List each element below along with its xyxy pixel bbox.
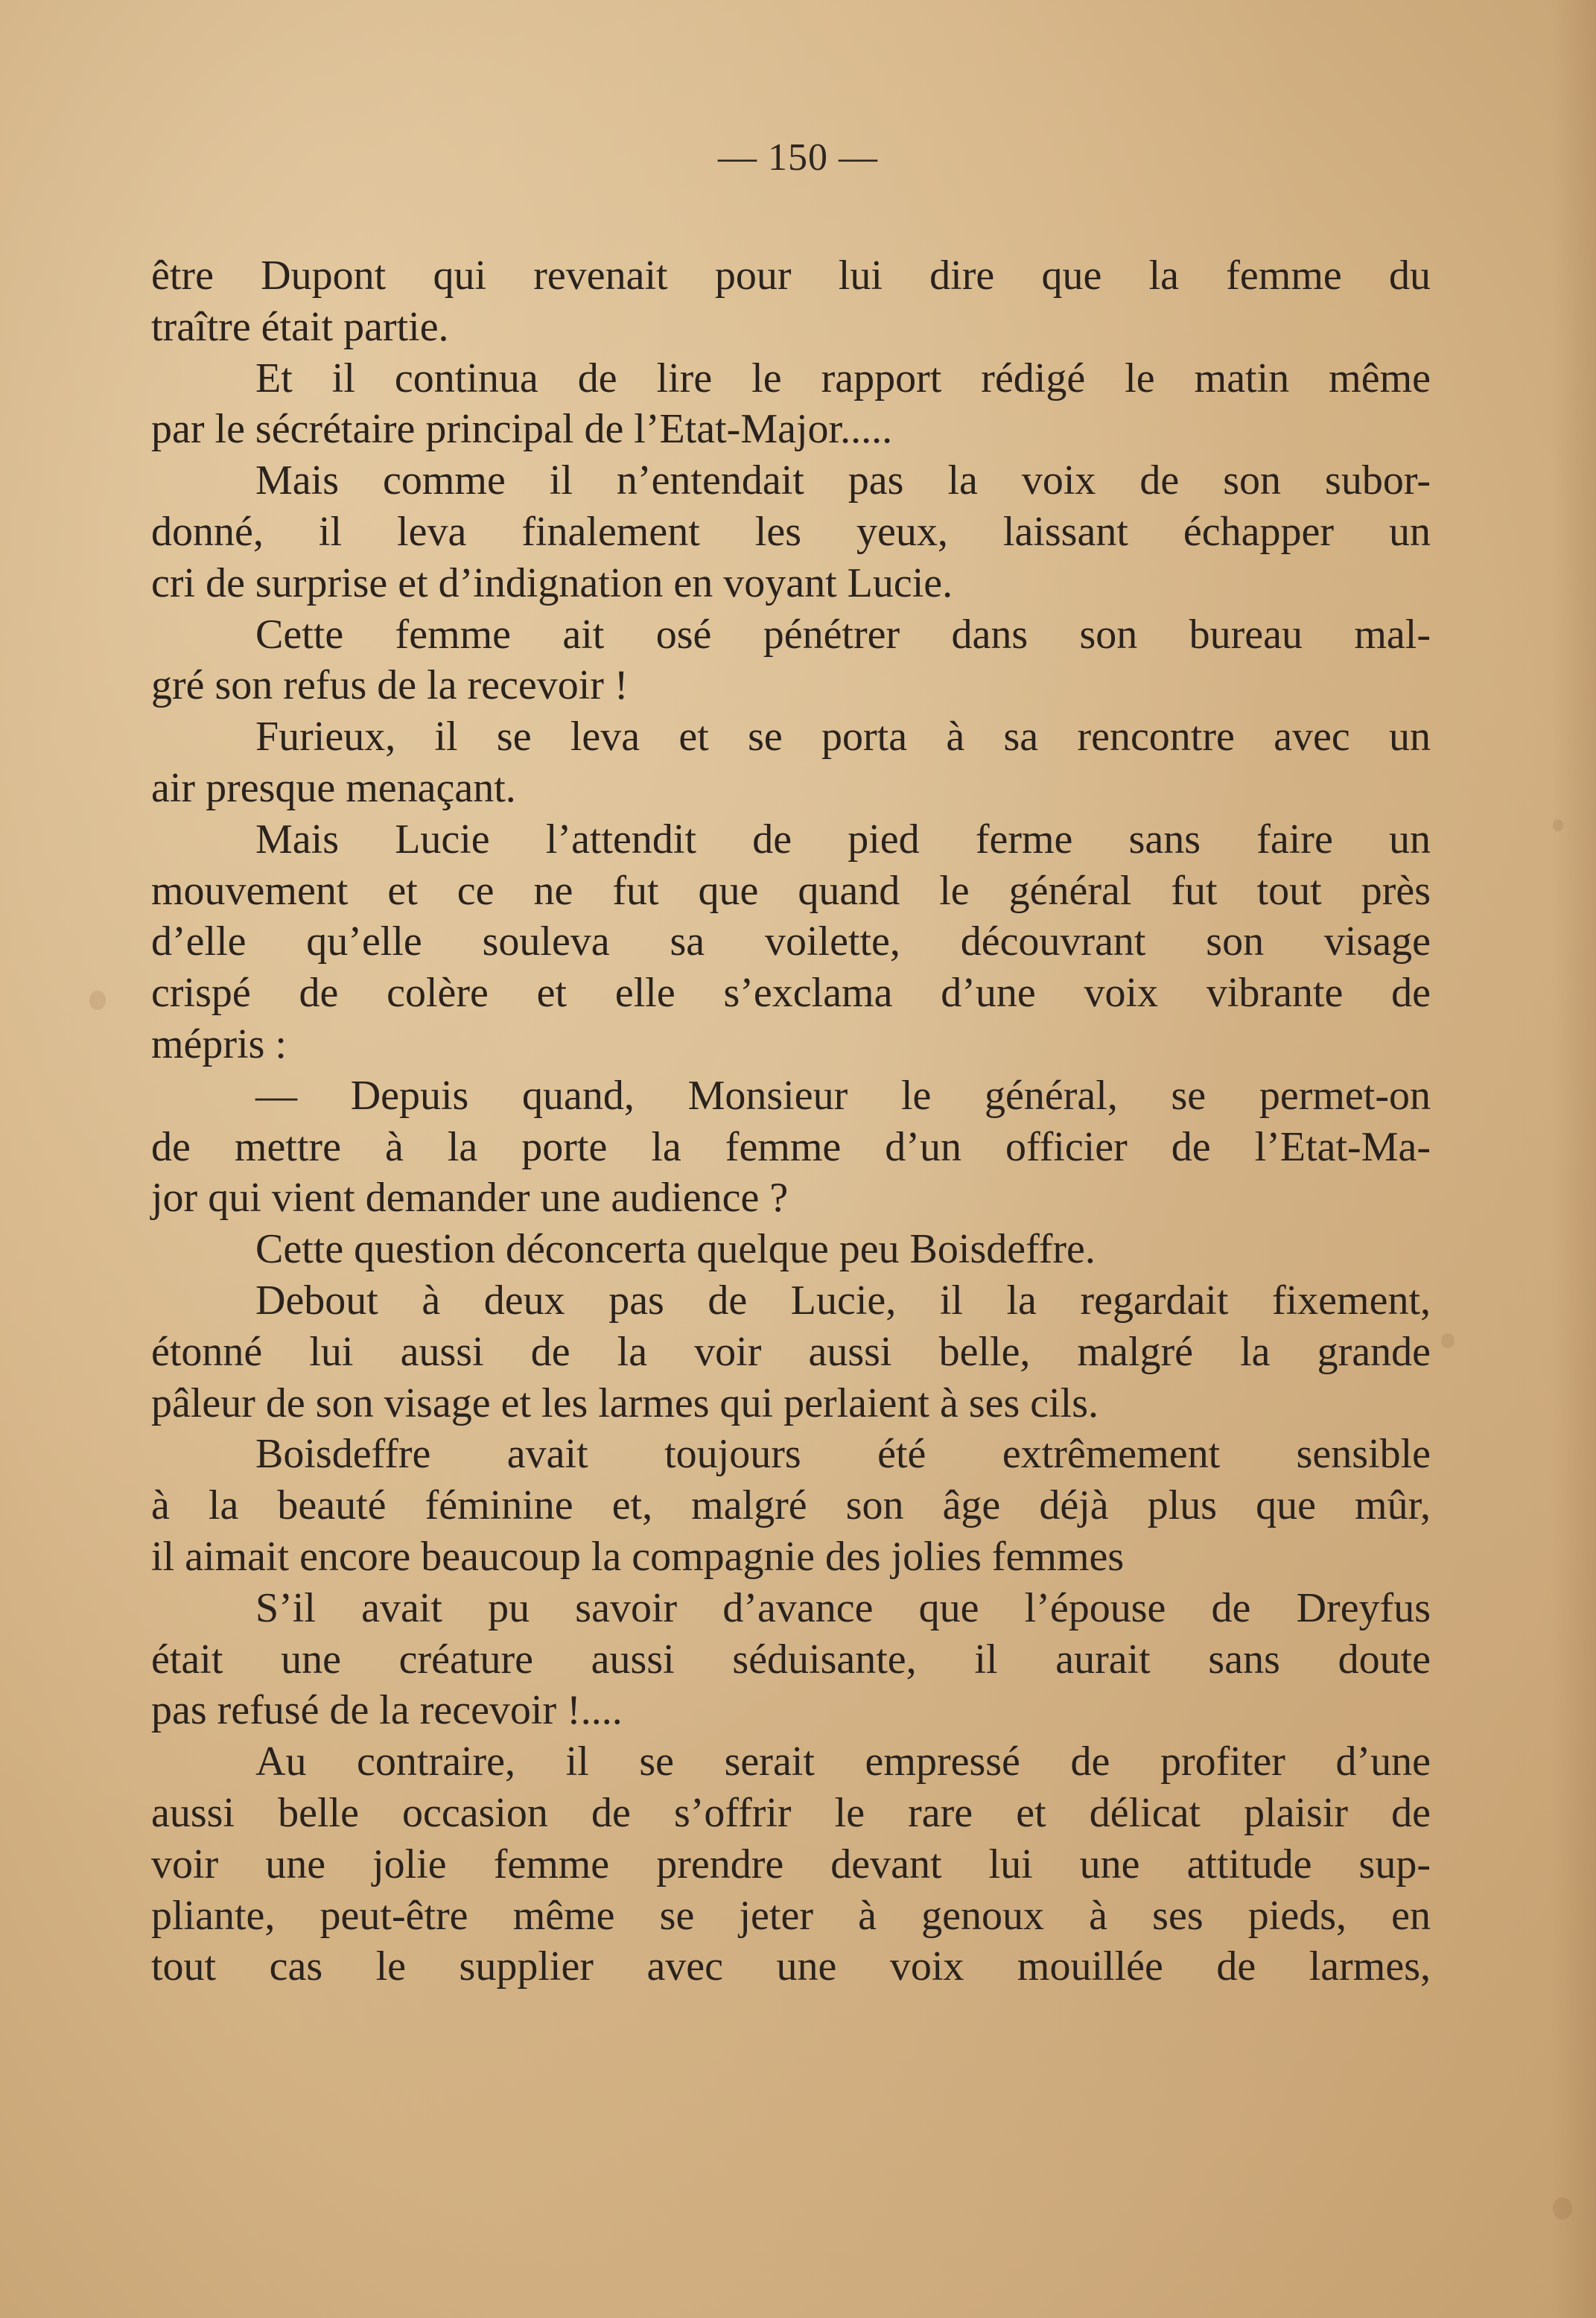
text-line: Cette femme ait osé pénétrer dans son bureau mal-	[255, 611, 1431, 658]
text-line: étonné lui aussi de la voir aussi belle, malgré la grande	[151, 1328, 1431, 1375]
text-line: Et il continua de lire le rapport rédigé le matin même	[255, 355, 1431, 401]
text-line: aussi belle occasion de s’offrir le rare et délicat plaisir de	[151, 1789, 1431, 1836]
text-line: par le sécrétaire principal de l’Etat-Major.....	[151, 406, 893, 453]
text-line: cri de surprise et d’indignation en voyant Lucie.	[151, 559, 953, 606]
text-line: pâleur de son visage et les larmes qui perlaient à ses cils.	[151, 1379, 1099, 1426]
text-line: pliante, peut-être même se jeter à genoux à ses pieds, en	[151, 1892, 1431, 1939]
body-text	[151, 250, 1431, 1992]
text-line: tout cas le supplier avec une voix mouillée de larmes,	[151, 1943, 1431, 1990]
page-edge-shadow	[1551, 0, 1596, 2318]
text-line: voir une jolie femme prendre devant lui une attitude sup-	[151, 1841, 1431, 1887]
text-line: était une créature aussi séduisante, il aurait sans doute	[151, 1636, 1431, 1683]
text-line: donné, il leva finalement les yeux, laissant échapper un	[151, 508, 1431, 555]
text-line: air presque menaçant.	[151, 764, 516, 811]
text-line: Boisdeffre avait toujours été extrêmement sensible	[255, 1431, 1431, 1478]
text-line: S’il avait pu savoir d’avance que l’épouse de Dreyfus	[255, 1584, 1431, 1631]
text-line: être Dupont qui revenait pour lui dire que la femme du	[151, 253, 1431, 299]
page-number: — 150 —	[718, 136, 878, 179]
text-line: Mais comme il n’entendait pas la voix de son subor-	[255, 457, 1431, 504]
text-line: — Depuis quand, Monsieur le général, se permet-on	[255, 1072, 1431, 1119]
paper-stain	[1553, 2197, 1572, 2220]
text-line: Cette question déconcerta quelque peu Boisdeffre.	[255, 1226, 1096, 1273]
paper-stain	[1441, 1333, 1454, 1348]
text-line: pas refusé de la recevoir !....	[151, 1687, 623, 1734]
text-line: crispé de colère et elle s’exclama d’une voix vibrante de	[151, 970, 1431, 1017]
text-line: gré son refus de la recevoir !	[151, 662, 629, 709]
text-line: à la beauté féminine et, malgré son âge déjà plus que mûr,	[151, 1482, 1431, 1529]
text-line: mépris :	[151, 1020, 287, 1067]
text-line: Furieux, il se leva et se porta à sa rencontre avec un	[255, 714, 1431, 761]
text-line: il aimait encore beaucoup la compagnie des jolies femmes	[151, 1533, 1125, 1580]
text-line: d’elle qu’elle souleva sa voilette, découvrant son visage	[151, 918, 1431, 965]
text-line: de mettre à la porte la femme d’un officier de l’Etat-Ma-	[151, 1123, 1431, 1170]
text-line: traître était partie.	[151, 303, 449, 350]
text-line: Au contraire, il se serait empressé de profiter d’une	[255, 1738, 1431, 1785]
text-line: Debout à deux pas de Lucie, il la regardait fixement,	[255, 1277, 1431, 1324]
text-line: mouvement et ce ne fut que quand le général fut tout près	[151, 867, 1431, 914]
text-line: Mais Lucie l’attendit de pied ferme sans faire un	[255, 816, 1431, 863]
paper-stain	[89, 991, 106, 1010]
paper-stain	[1553, 819, 1563, 831]
text-line: jor qui vient demander une audience ?	[151, 1175, 789, 1222]
